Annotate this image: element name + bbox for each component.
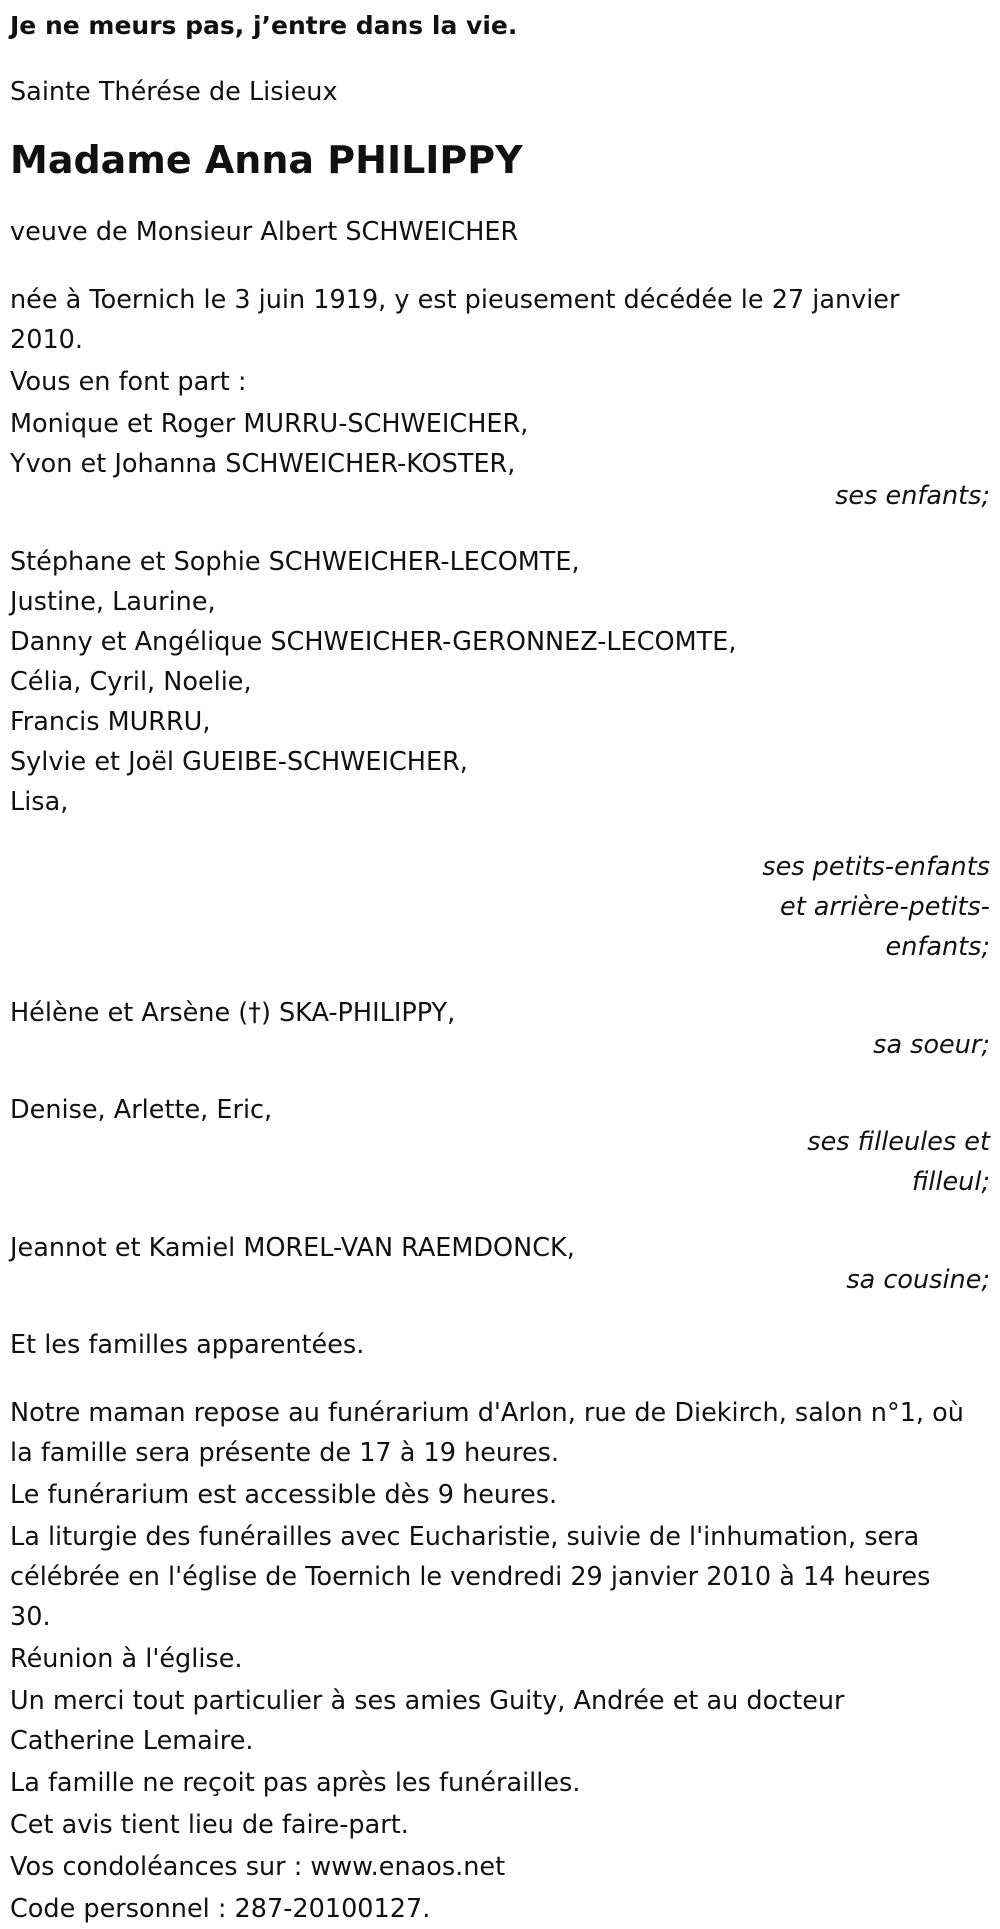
list-item: Danny et Angélique SCHWEICHER-GERONNEZ-LECOMTE, [10,626,737,657]
access-line: Le funérarium est accessible dès 9 heures. [10,1480,558,1510]
cousin-block [10,1228,1000,1300]
code-line: Code personnel : 287-20100127. [10,1894,431,1924]
grandchildren-block [10,542,1000,968]
relation-label-grandchildren: ses petits-enfants et arrière-petits-enfants; [762,852,990,962]
list-item: Lisa, [10,786,69,817]
relation-label-children: ses enfants; [835,481,990,511]
list-item: Denise, Arlette, Eric, [10,1095,273,1125]
families-line: Et les familles apparentées. [10,1330,365,1360]
list-item: Jeannot et Kamiel MOREL-VAN RAEMDONCK, [10,1232,575,1263]
list-item: Justine, Laurine, [10,586,216,617]
notice-line: Cet avis tient lieu de faire-part. [10,1810,409,1840]
birth-death-line: née à Toernich le 3 juin 1919, y est pieusement décédée le 27 janvier 2010. [10,285,900,355]
list-item: Sylvie et Joël GUEIBE-SCHWEICHER, [10,746,468,777]
list-item: Francis MURRU, [10,706,211,737]
no-reception-line: La famille ne reçoit pas après les funérailles. [10,1768,581,1798]
epigraph: Je ne meurs pas, j’entre dans la vie. [10,11,518,40]
relation-label-sister: sa soeur; [873,1029,990,1060]
rest-line: Notre maman repose au funérarium d'Arlon, rue de Diekirch, salon n°1, où la famille sera présente de 17 à 19 heures. [10,1398,964,1468]
children-block [10,404,1000,516]
list-item: Monique et Roger MURRU-SCHWEICHER, [10,409,529,439]
widow-line: veuve de Monsieur Albert SCHWEICHER [10,217,519,247]
liturgy-line: La liturgie des funérailles avec Eucharistie, suivie de l'inhumation, sera célébrée en l'église de Toernich le vendredi 29 janvier 2010 à 14 heures 30. [10,1522,931,1632]
condolences-line: Vos condoléances sur : www.enaos.net [10,1852,506,1882]
meeting-line: Réunion à l'église. [10,1644,243,1674]
list-item: Célia, Cyril, Noelie, [10,666,252,697]
announce-line: Vous en font part : [10,367,247,397]
thanks-line: Un merci tout particulier à ses amies Guity, Andrée et au docteur Catherine Lemaire. [10,1686,845,1756]
list-item: Yvon et Johanna SCHWEICHER-KOSTER, [10,449,516,479]
deceased-name: Madame Anna PHILIPPY [10,138,523,182]
list-item: Hélène et Arsène (†) SKA-PHILIPPY, [10,997,456,1028]
godchildren-block [10,1090,1000,1202]
epigraph-author: Sainte Thérése de Lisieux [10,77,338,107]
list-item: Stéphane et Sophie SCHWEICHER-LECOMTE, [10,546,580,577]
sister-block [10,993,1000,1065]
relation-label-godchildren: ses filleules et filleul; [807,1127,990,1197]
relation-label-cousin: sa cousine; [846,1264,990,1295]
